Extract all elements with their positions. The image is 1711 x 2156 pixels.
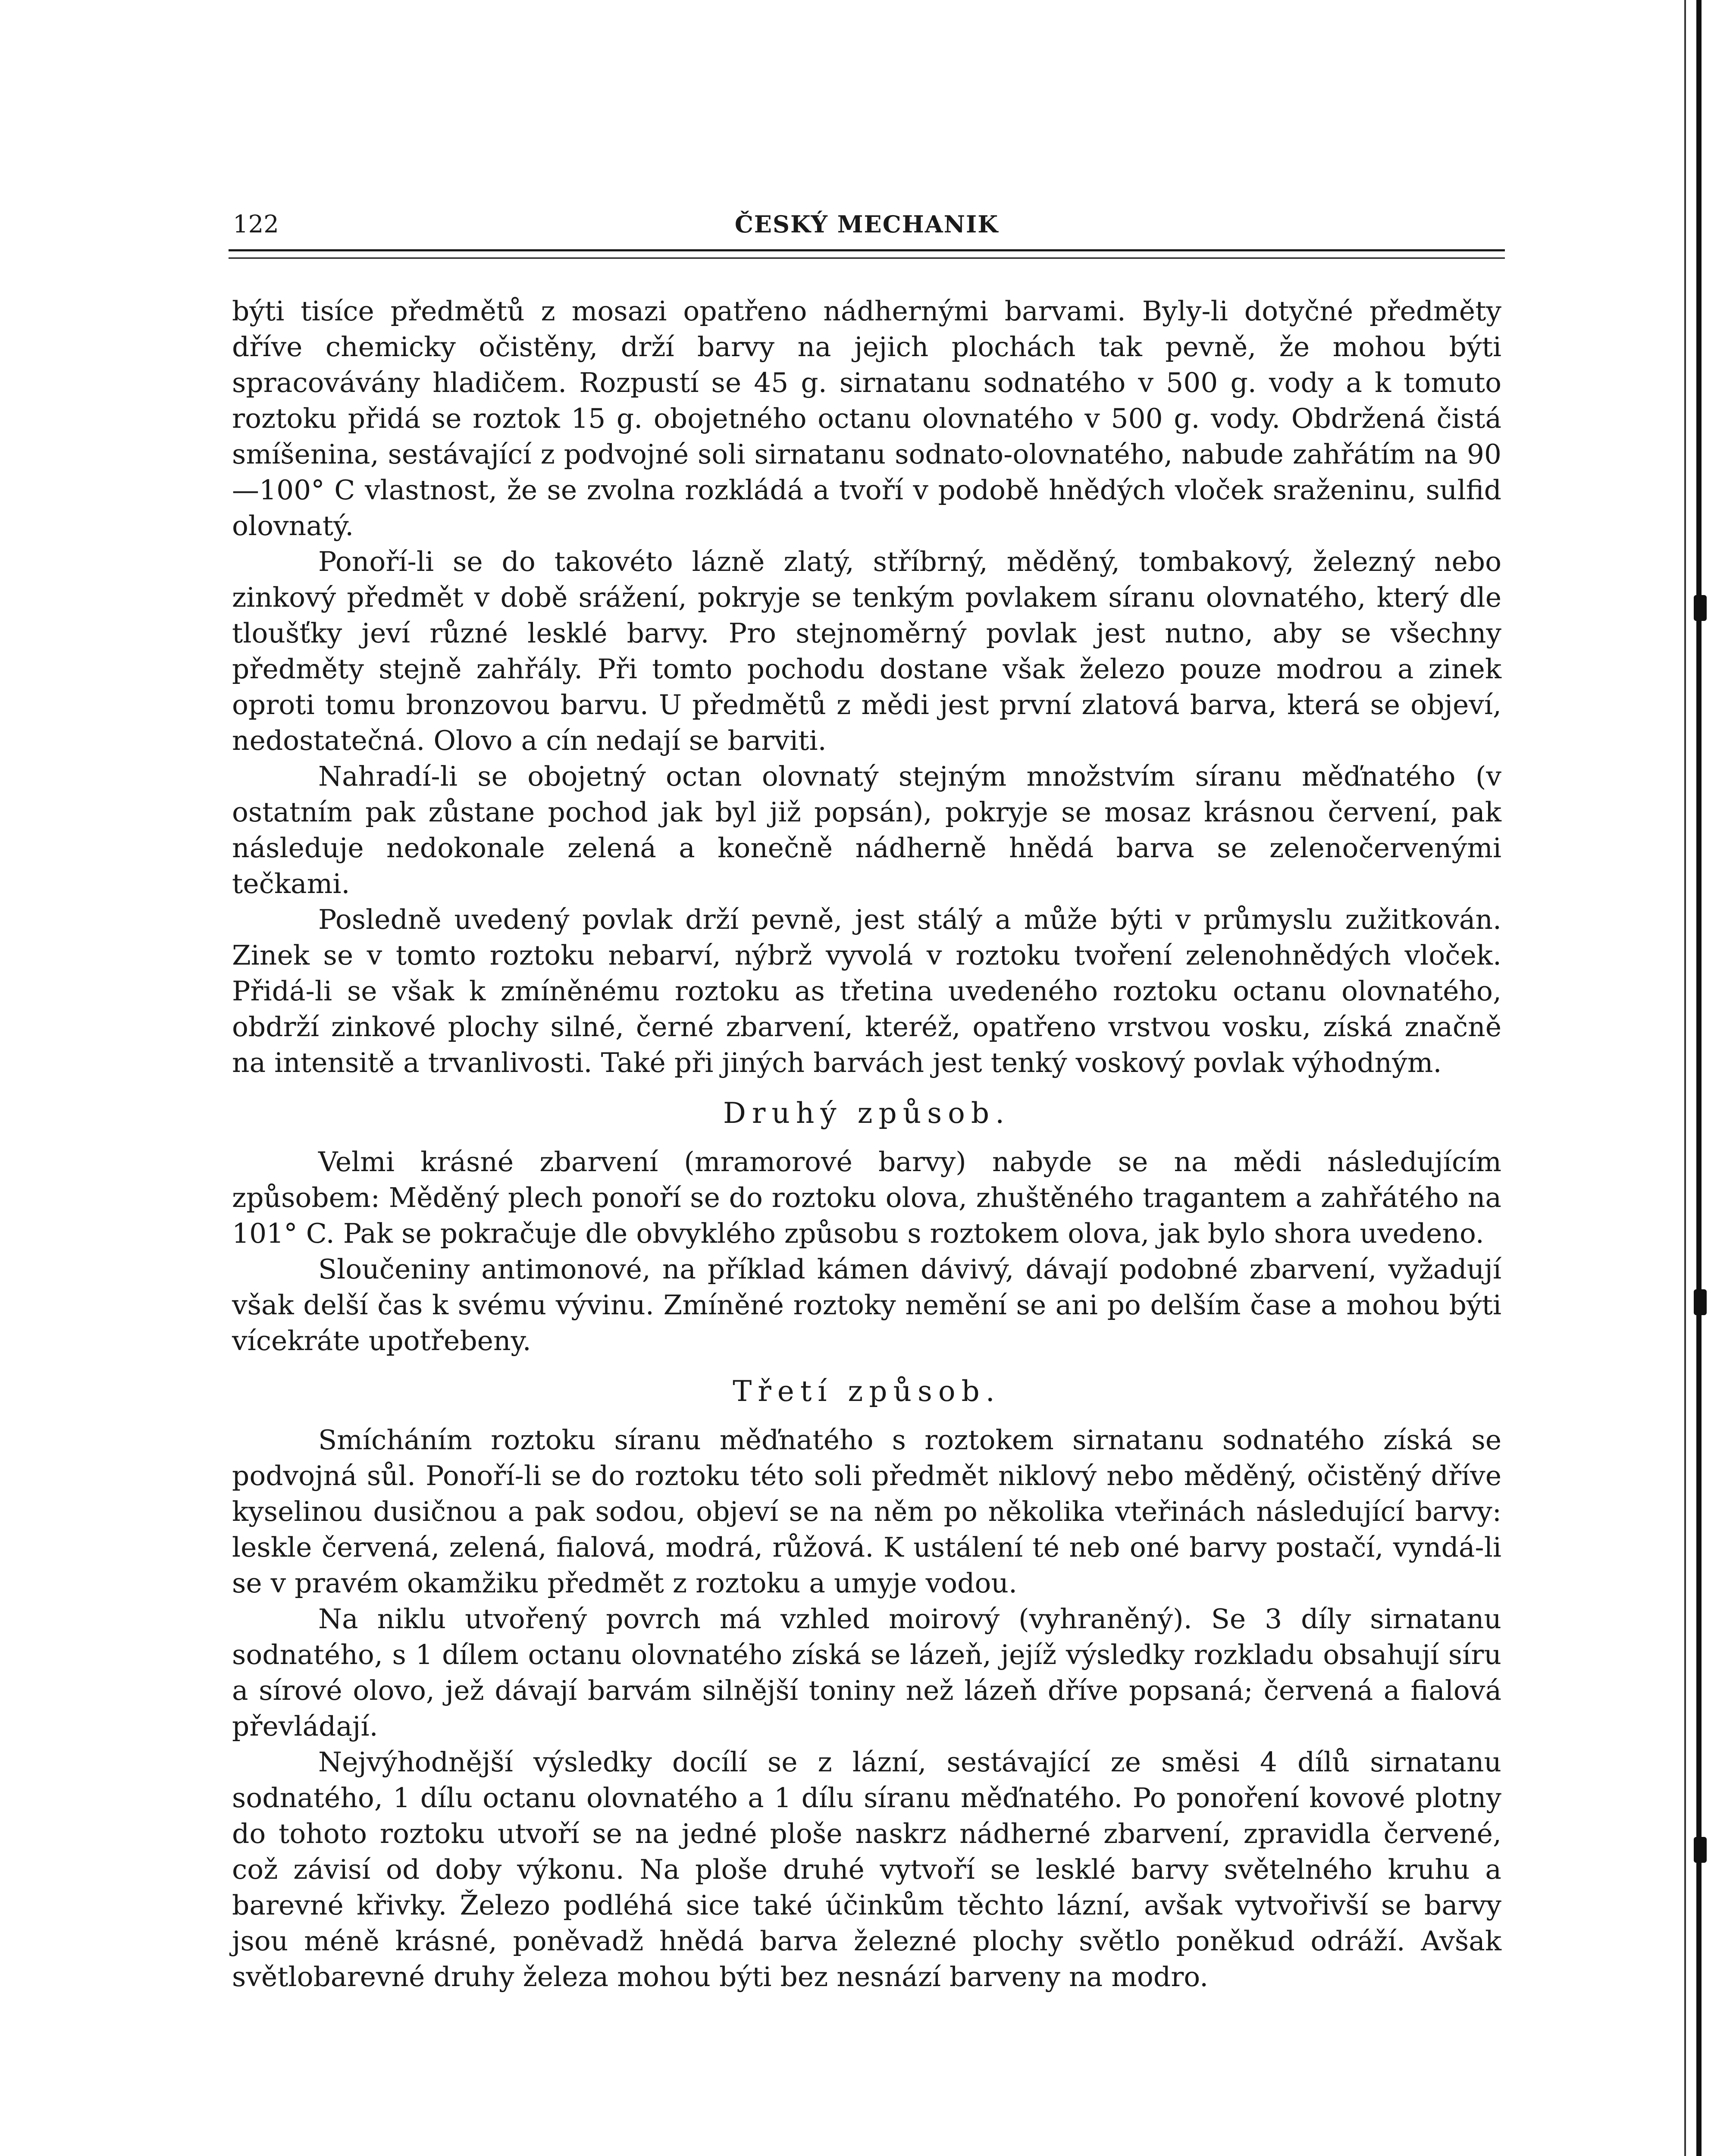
paragraph: Ponoří-li se do takovéto lázně zlatý, stříbrný, měděný, tombakový, železný nebo zinkový předmět v době srážení, pokryje se tenkým povlakem síranu olovnatého, který dle tloušťky jeví různé lesklé barvy. Pro stejnoměrný povlak jest nutno, aby se všechny předměty stejně zahřály. Při tomto pochodu dostane však železo pouze modrou a zinek oproti tomu bronzovou barvu. U předmětů z mědi jest první zlatová barva, která se objeví, nedostatečná. Olovo a cín nedají se barviti. <box>232 546 1501 756</box>
scan-mark <box>1694 595 1707 621</box>
page-body <box>232 293 1501 1995</box>
scan-edge <box>1696 0 1702 2156</box>
paragraph: býti tisíce předmětů z mosazi opatřeno nádhernými barvami. Byly-li dotyčné předměty dříve chemicky očistěny, drží barvy na jejich plochách tak pevně, že mohou býti spracovávány hladičem. Rozpustí se 45 g. sirnatanu sodnatého v 500 g. vody a k tomuto roztoku přidá se roztok 15 g. obojetného octanu olovnatého v 500 g. vody. Obdržená čistá smíšenina, sestávající z podvojné soli sirnatanu sodnato-olovnatého, nabude zahřátím na 90—100° C vlastnost, že se zvolna rozkládá a tvoří v podobě hnědých vloček sraženinu, sulfid olovnatý. <box>232 295 1501 542</box>
paragraph: Sloučeniny antimonové, na příklad kámen dávivý, dávají podobné zbarvení, vyžadují však delší čas k svému vývinu. Zmíněné roztoky nemění se ani po delším čase a mohou býti vícekráte upotřebeny. <box>232 1253 1501 1357</box>
paragraph: Na niklu utvořený povrch má vzhled moirový (vyhraněný). Se 3 díly sirnatanu sodnatého, s 1 dílem octanu olovnatého získá se lázeň, jejíž výsledky rozkladu obsahují síru a sírové olovo, jež dávají barvám silnější toniny než lázeň dříve popsaná; červená a fialová převládají. <box>232 1603 1501 1742</box>
section-heading: Druhý způsob. <box>723 1097 1011 1130</box>
page-header <box>229 210 1505 245</box>
section-heading: Třetí způsob. <box>733 1375 1001 1408</box>
paragraph: Smícháním roztoku síranu měďnatého s roztokem sirnatanu sodnatého získá se podvojná sůl. Ponoří-li se do roztoku této soli předmět niklový nebo měděný, očistěný dříve kyselinou dusičnou a pak sodou, objeví se na něm po několika vteřinách následující barvy: leskle červená, zelená, fialová, modrá, růžová. K ustálení té neb oné barvy postačí, vyndá-li se v pravém okamžiku předmět z roztoku a umyje vodou. <box>232 1424 1501 1599</box>
scan-edge-inner <box>1684 0 1686 2156</box>
paragraph: Nejvýhodnější výsledky docílí se z lázní, sestávající ze směsi 4 dílů sirnatanu sodnatého, 1 dílu octanu olovnatého a 1 dílu síranu měďnatého. Po ponoření kovové plotny do tohoto roztoku utvoří se na jedné ploše naskrz nádherné zbarvení, zpravidla červené, což závisí od doby výkonu. Na ploše druhé vytvoří se lesklé barvy světelného kruhu a barevné křivky. Železo podléhá sice také účinkům těchto lázní, avšak vytvořivší se barvy jsou méně krásné, poněvadž hnědá barva železné plochy světlo poněkud odráží. Avšak světlobarevné druhy železa mohou býti bez nesnází barveny na modro. <box>232 1746 1501 1993</box>
paragraph: Posledně uvedený povlak drží pevně, jest stálý a může býti v průmyslu zužitkován. Zinek se v tomto roztoku nebarví, nýbrž vyvolá v roztoku tvoření zelenohnědých vloček. Přidá-li se však k zmíněnému roztoku as třetina uvedeného roztoku octanu olovnatého, obdrží zinkové plochy silné, černé zbarvení, kteréž, opatřeno vrstvou vosku, získá značně na intensitě a trvanlivosti. Také při jiných barvách jest tenký voskový povlak výhodným. <box>232 904 1501 1078</box>
header-rule <box>229 249 1505 259</box>
scan-mark <box>1694 1289 1707 1315</box>
paragraph: Velmi krásné zbarvení (mramorové barvy) nabyde se na mědi následujícím způsobem: Měděný plech ponoří se do roztoku olova, zhuštěného tragantem a zahřátého na 101° C. Pak se pokračuje dle obvyklého způsobu s roztokem olova, jak bylo shora uvedeno. <box>232 1146 1501 1249</box>
scan-mark <box>1694 1837 1707 1863</box>
page-number: 122 <box>233 210 279 238</box>
running-title: ČESKÝ MECHANIK <box>734 210 999 238</box>
paragraph: Nahradí-li se obojetný octan olovnatý stejným množstvím síranu měďnatého (v ostatním pak zůstane pochod jak byl již popsán), pokryje se mosaz krásnou červení, pak následuje nedokonale zelená a konečně nádherně hnědá barva se zelenočervenými tečkami. <box>232 761 1501 899</box>
